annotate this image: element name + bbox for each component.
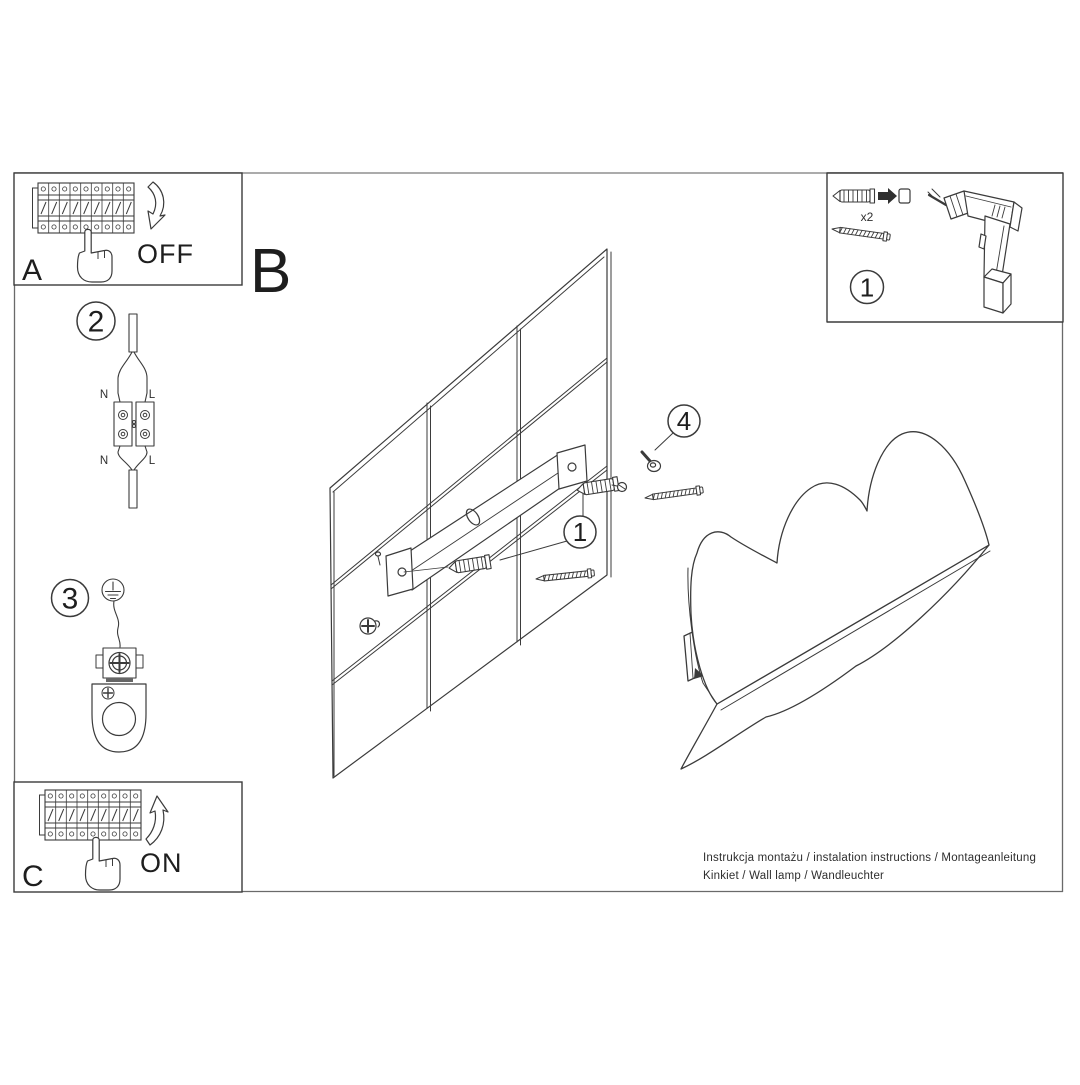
on-label: ON	[140, 848, 183, 878]
callout-screw	[642, 405, 700, 472]
footer-line2: Kinkiet / Wall lamp / Wandleuchter	[703, 870, 885, 882]
wall-plug-icon	[833, 189, 875, 203]
badge-parts: 1	[859, 272, 875, 303]
footer-line1: Instrukcja montażu / instalation instructions / Montageanleitung	[703, 852, 1037, 864]
badge-wiring: 2	[87, 305, 105, 339]
footer	[703, 852, 1036, 882]
wire-label-n-bottom: N	[99, 455, 109, 467]
wall-screw-head-icon	[360, 618, 379, 634]
badge-ground: 3	[61, 582, 79, 616]
terminal-block-pair	[114, 402, 154, 446]
wire-label-n-top: N	[99, 389, 109, 401]
section-a-letter: A	[22, 254, 43, 287]
badge-anchor: 1	[572, 517, 588, 547]
wall-illustration	[330, 249, 704, 778]
section-b-letter: B	[250, 237, 292, 306]
circuit-breaker-panel	[33, 183, 135, 233]
circuit-breaker-panel	[40, 790, 142, 840]
badge-screw: 4	[676, 406, 692, 436]
section-a-power-off	[14, 173, 242, 287]
off-label: OFF	[137, 239, 194, 269]
quantity-label: x2	[860, 210, 874, 224]
section-c-letter: C	[22, 860, 44, 893]
screw-icon	[536, 568, 595, 583]
cloud-lamp	[681, 432, 990, 769]
wire-label-l-top: L	[148, 389, 156, 401]
ground-terminal	[96, 648, 143, 682]
wire-label-l-bottom: L	[148, 455, 156, 467]
section-c-power-on	[14, 782, 242, 893]
screw-icon	[644, 485, 703, 502]
mounting-bracket	[376, 445, 588, 596]
ground-symbol-icon	[102, 579, 124, 601]
small-bolt-icon	[642, 452, 661, 472]
lamp-mount-bracket	[92, 684, 146, 752]
